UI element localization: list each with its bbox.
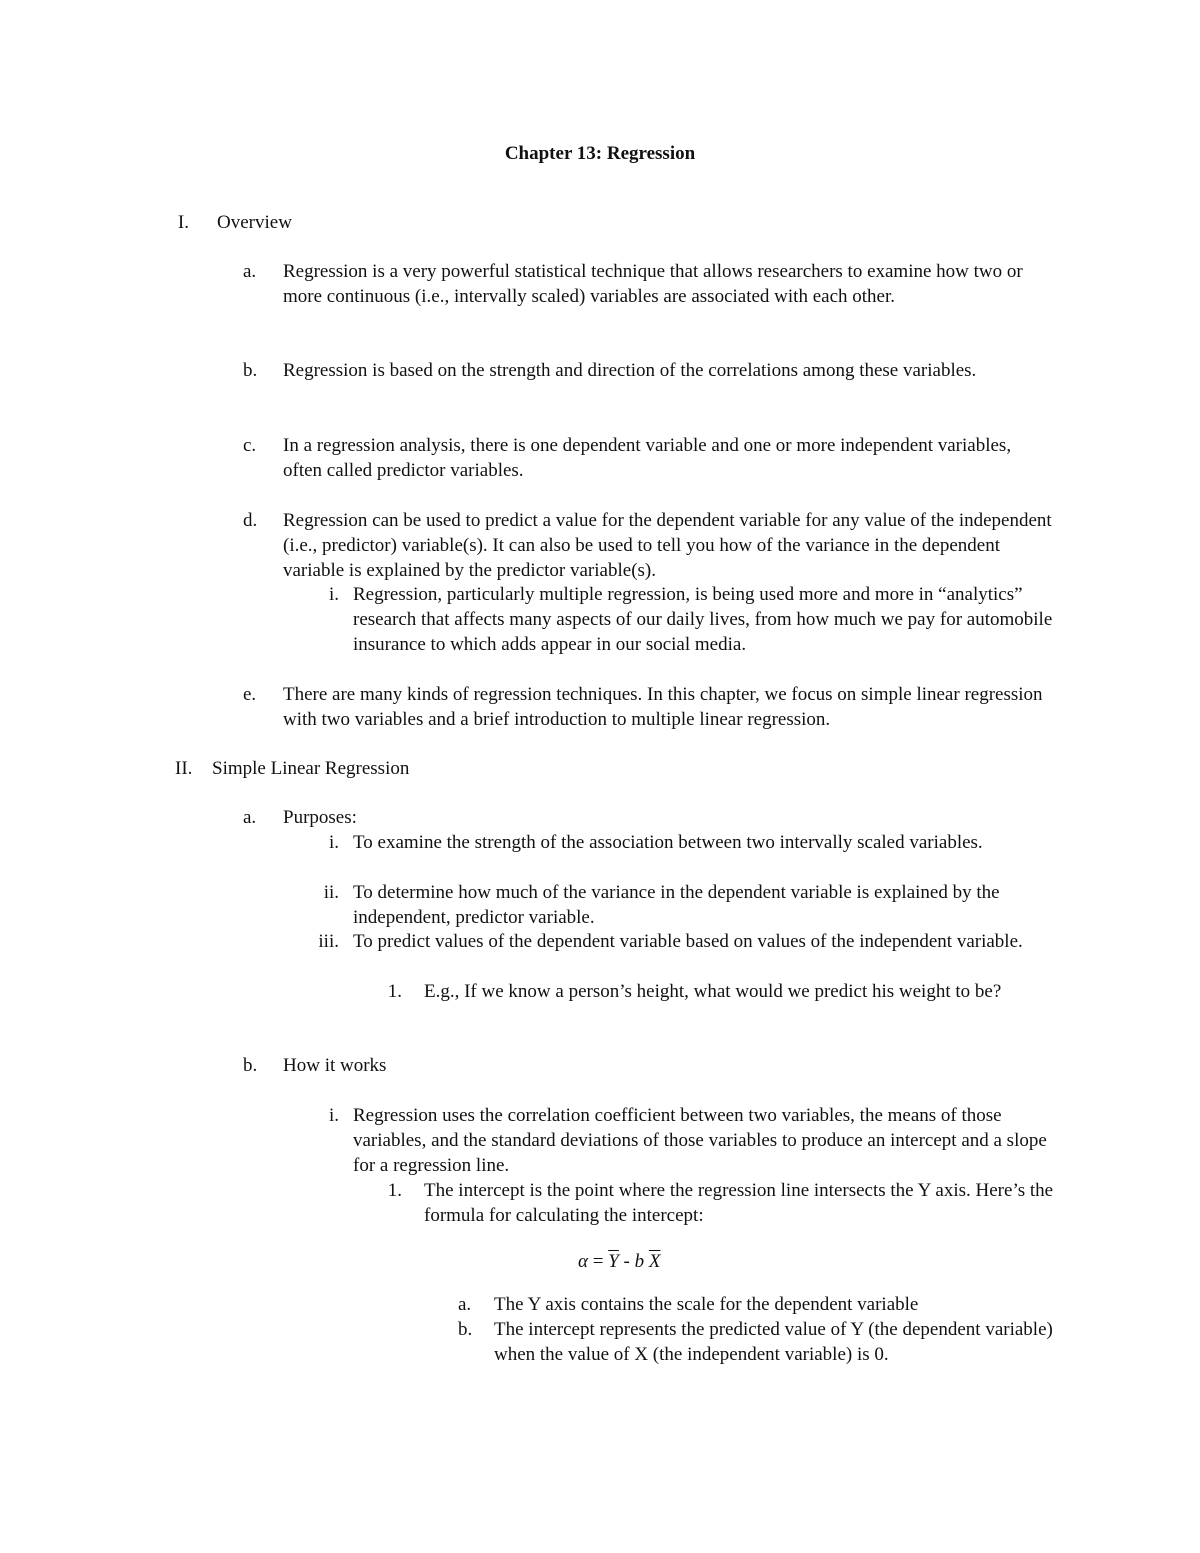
- list-item-text: To examine the strength of the association between two intervally scaled variables.: [353, 832, 983, 853]
- list-item-purposes-iii-1: [387, 980, 1064, 1005]
- list-item-text: To determine how much of the variance in the dependent variable is explained by the independent, predictor variable.: [353, 882, 1000, 928]
- list-marker: e.: [243, 684, 257, 705]
- list-item-text: To predict values of the dependent variable based on values of the independent variable.: [353, 931, 1023, 952]
- list-item-overview-b: [243, 359, 1003, 384]
- formula-alpha: α: [578, 1251, 588, 1272]
- list-item-overview-e: [243, 683, 1073, 733]
- list-marker: ii.: [323, 882, 339, 903]
- list-item-purposes-ii: [323, 881, 1065, 931]
- list-item-text: In a regression analysis, there is one dependent variable and one or more independent variables, often called predictor variables.: [283, 435, 1012, 481]
- list-marker: 1.: [387, 1180, 402, 1201]
- list-marker: 1.: [387, 981, 402, 1002]
- list-item-how-it-works: [243, 1054, 1063, 1079]
- list-item-text: How it works: [283, 1055, 387, 1076]
- list-marker: a.: [458, 1294, 472, 1315]
- list-item-how-it-works-i-1: [387, 1179, 1064, 1229]
- list-item-text: Regression uses the correlation coefficient between two variables, the means of those variables, and the standard deviations of those variables to produce an intercept and a slope for a regression line.: [353, 1105, 1047, 1176]
- list-item-how-it-works-i-1-a: [458, 1293, 1054, 1318]
- formula-x-bar: $\overline{X}$: [648, 1251, 661, 1272]
- section-heading-simple-linear-regression: [175, 757, 1075, 782]
- list-marker: b.: [243, 1055, 258, 1076]
- list-item-overview-d-i: [328, 583, 1063, 657]
- list-item-text: The intercept represents the predicted value of Y (the dependent variable) when the value of X (the independent variable) is 0.: [494, 1319, 1053, 1365]
- list-marker: a.: [243, 807, 257, 828]
- list-item-text: Purposes:: [283, 807, 357, 828]
- section-number: I.: [177, 212, 189, 233]
- list-item-text: Regression can be used to predict a value for the dependent variable for any value of the independent (i.e., predictor) variable(s). It can also be used to tell you how of the variance in the dependent variable is explained by the predictor variable(s).: [283, 510, 1052, 581]
- list-item-purposes-i: [328, 831, 993, 856]
- list-item-overview-a: [243, 260, 1063, 310]
- list-item-text: E.g., If we know a person’s height, what would we predict his weight to be?: [424, 981, 1002, 1002]
- section-number: II.: [175, 758, 193, 779]
- list-item-purposes-iii: [318, 930, 1043, 955]
- list-item-text: Regression is a very powerful statistical technique that allows researchers to examine how two or more continuous (i.e., intervally scaled) variables are associated with each other.: [283, 261, 1023, 307]
- section-heading-overview: [175, 211, 1075, 236]
- list-item-text: The Y axis contains the scale for the dependent variable: [494, 1294, 919, 1315]
- list-marker: b.: [458, 1319, 473, 1340]
- list-marker: d.: [243, 510, 258, 531]
- formula-equals: =: [587, 1251, 609, 1272]
- list-item-text: There are many kinds of regression techniques. In this chapter, we focus on simple linear regression with two variables and a brief introduction to multiple linear regression.: [283, 684, 1043, 730]
- list-item-how-it-works-i: [328, 1104, 1053, 1178]
- list-item-text: Regression, particularly multiple regression, is being used more and more in “analytics” research that affects many aspects of our daily lives, from how much we pay for automobile insurance to which adds appear in our social media.: [353, 584, 1053, 655]
- list-item-text: The intercept is the point where the regression line intersects the Y axis. Here’s the formula for calculating the intercept:: [424, 1180, 1054, 1226]
- list-item-overview-c: [243, 434, 1033, 484]
- chapter-title: Chapter 13: Regression: [504, 143, 696, 164]
- formula-b: b: [634, 1251, 649, 1272]
- list-marker: i.: [328, 584, 339, 605]
- list-marker: c.: [243, 435, 257, 456]
- list-marker: i.: [328, 832, 339, 853]
- list-item-overview-d: [243, 509, 1063, 583]
- section-heading-text: Overview: [217, 212, 292, 233]
- section-heading-text: Simple Linear Regression: [212, 758, 410, 779]
- list-marker: a.: [243, 261, 257, 282]
- formula-y-bar: $\overline{Y}$: [608, 1251, 619, 1272]
- list-marker: i.: [328, 1105, 339, 1126]
- list-item-text: Regression is based on the strength and direction of the correlations among these variables.: [283, 360, 977, 381]
- list-item-how-it-works-i-1-b: [458, 1318, 1069, 1368]
- list-marker: iii.: [318, 931, 339, 952]
- list-item-purposes: [243, 806, 1063, 831]
- formula-minus: -: [618, 1251, 635, 1272]
- intercept-formula: [578, 1250, 660, 1274]
- list-marker: b.: [243, 360, 258, 381]
